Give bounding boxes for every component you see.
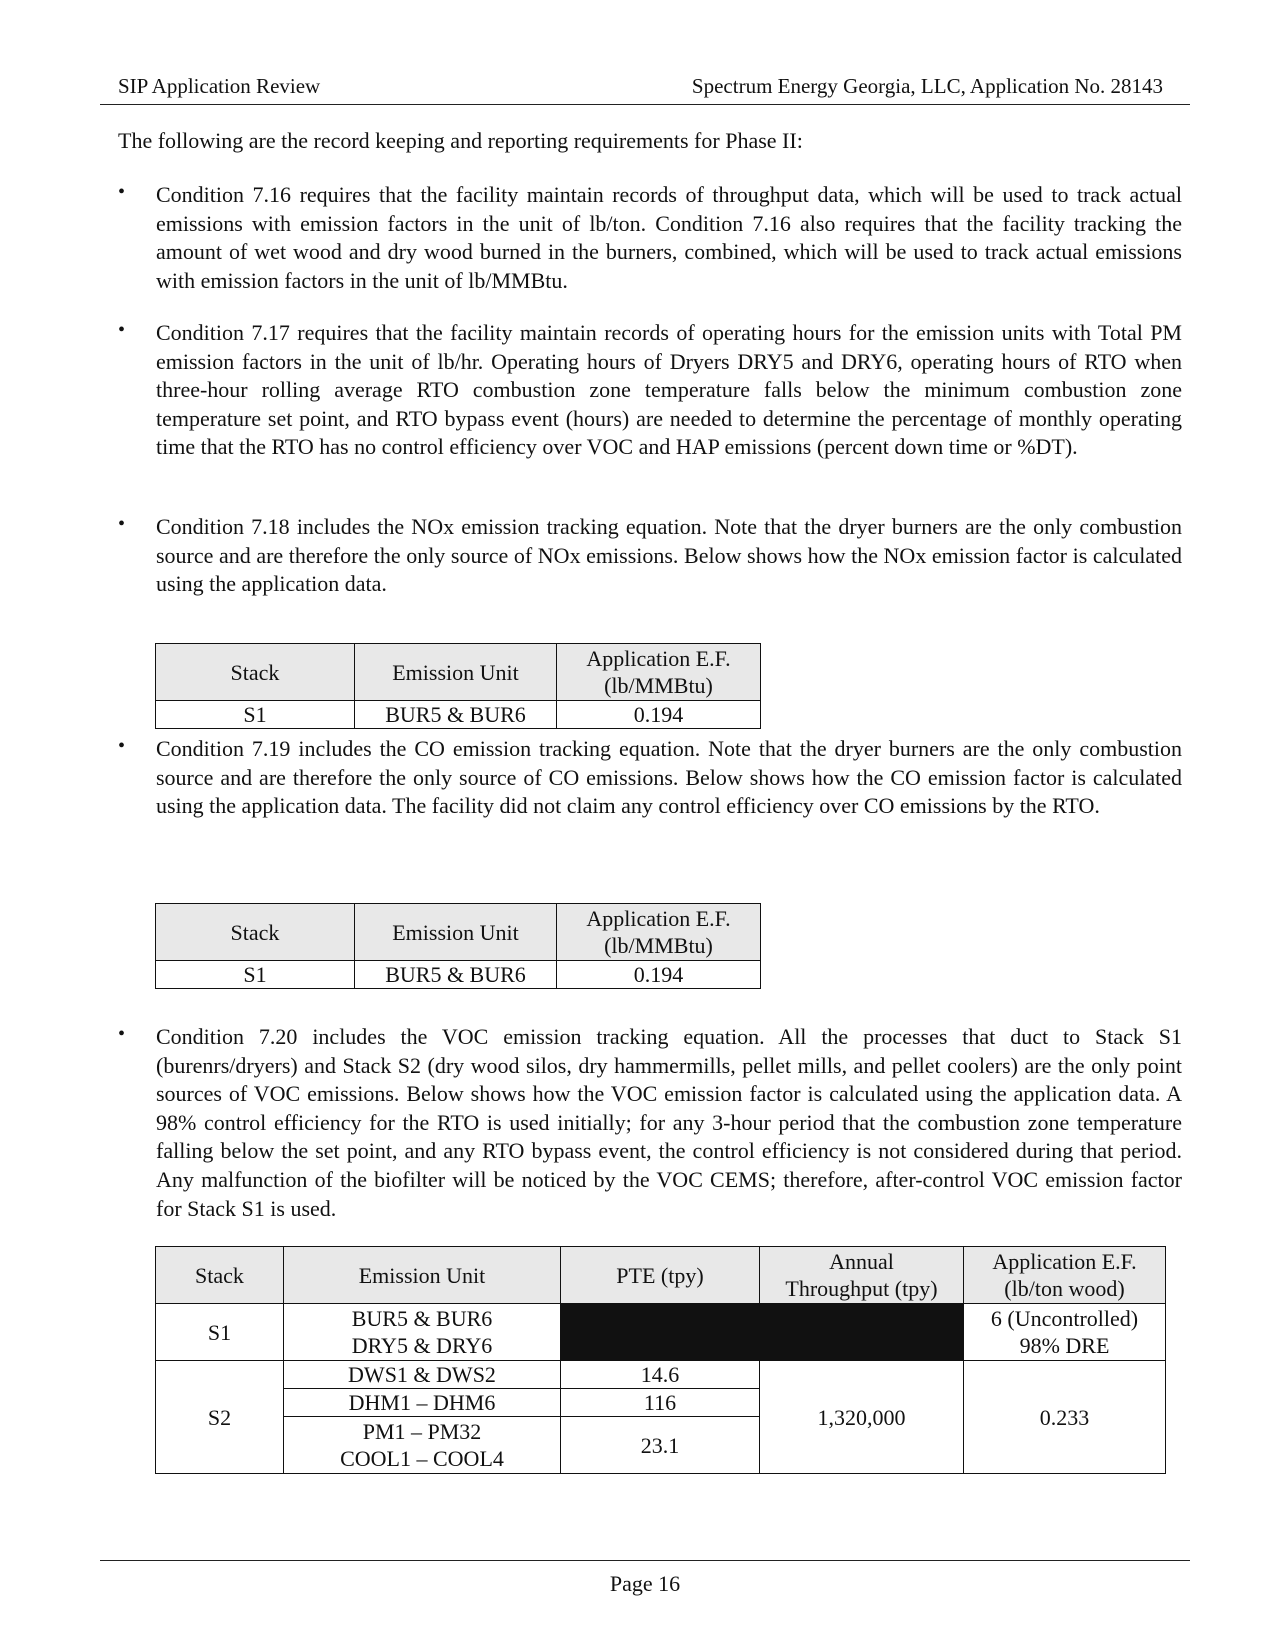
bullet-icon: • [118,319,126,341]
bullet-text: Condition 7.17 requires that the facility maintain records of operating hours for the emission units with Total PM emission factors in the unit of lb/hr. Operating hours of Dryers DRY5 and DRY6, operating hours of RTO when three-hour rolling average RTO combustion zone temperature falls below the minimum combustion zone temperature set point, and RTO bypass event (hours) are needed to determine the percentage of monthly operating time that the RTO has no control efficiency over VOC and HAP emissions (percent down time or %DT). [156,320,1182,460]
header-application-ef-line2: (lb/MMBtu) [604,933,713,958]
cell-annual-throughput: 1,320,000 [760,1361,964,1474]
bullet-condition-7-20 [118,1023,1182,1223]
header-application-ef [964,1247,1166,1304]
bullet-condition-7-17 [118,319,1182,462]
bullet-icon: • [118,513,126,535]
header-annual-throughput-line2: Throughput (tpy) [785,1276,938,1301]
cell-stack: S1 [156,961,355,989]
header-annual-throughput-line1: Annual [829,1249,894,1274]
cell-stack: S1 [156,701,355,729]
bullet-text: Condition 7.18 includes the NOx emission tracking equation. Note that the dryer burners are the only combustion source and are therefore the only source of NOx emissions. Below shows how the NOx emission factor is calculated using the application data. [156,514,1182,597]
co-emission-factor-table [155,903,761,989]
voc-emission-factor-table [155,1246,1166,1474]
redacted-throughput-cell [760,1304,964,1361]
bullet-condition-7-18 [118,513,1182,599]
bullet-icon: • [118,1023,126,1045]
table-row-s1 [156,1304,1166,1361]
cell-pte: 116 [561,1389,760,1417]
header-right-title: Spectrum Energy Georgia, LLC, Application No. 28143 [691,74,1163,98]
header-emission-unit: Emission Unit [284,1247,561,1304]
bullet-text: Condition 7.19 includes the CO emission tracking equation. Note that the dryer burners are the only combustion source and are therefore the only source of CO emissions. Below shows how the CO emission factor is calculated using the application data. The facility did not claim any control efficiency over CO emissions by the RTO. [156,736,1182,819]
cell-emission-unit: DHM1 – DHM6 [284,1389,561,1417]
cell-emission-unit-line2: COOL1 – COOL4 [340,1446,504,1471]
header-emission-unit: Emission Unit [355,904,557,961]
cell-emission-unit [284,1417,561,1474]
header-left-title: SIP Application Review [118,74,321,98]
page-footer [100,1560,1190,1597]
table-row-s2-dws [156,1361,1166,1389]
bullet-text: Condition 7.20 includes the VOC emission tracking equation. All the processes that duct to Stack S1 (burenrs/dryers) and Stack S2 (dry wood silos, dry hammermills, pellet mills, and pellet coolers) are the only point sources of VOC emissions. Below shows how the VOC emission factor is calculated using the application data. A 98% control efficiency for the RTO is used initially; for any 3-hour period that the combustion zone temperature falling below the set point, and any RTO bypass event, the control efficiency is not considered during that period. Any malfunction of the biofilter will be noticed by the VOC CEMS; therefore, after-control VOC emission factor for Stack S1 is used. [156,1024,1182,1221]
cell-emission-unit [284,1304,561,1361]
cell-application-ef: 0.194 [557,961,761,989]
cell-emission-unit: BUR5 & BUR6 [355,961,557,989]
header-stack: Stack [156,644,355,701]
cell-application-ef: 0.233 [964,1361,1166,1474]
bullet-condition-7-19 [118,735,1182,821]
header-annual-throughput [760,1247,964,1304]
cell-stack: S2 [156,1361,284,1474]
cell-application-ef: 0.194 [557,701,761,729]
bullet-text: Condition 7.16 requires that the facility maintain records of throughput data, which will be used to track actual emissions with emission factors in the unit of lb/ton. Condition 7.16 also requires that the facility tracking the amount of wet wood and dry wood burned in the burners, combined, which will be used to track actual emissions with emission factors in the unit of lb/MMBtu. [156,182,1182,293]
bullet-condition-7-16 [118,181,1182,295]
redacted-pte-cell [561,1304,760,1361]
cell-stack: S1 [156,1304,284,1361]
cell-emission-unit-line1: BUR5 & BUR6 [351,1306,493,1331]
cell-emission-unit: DWS1 & DWS2 [284,1361,561,1389]
cell-application-ef [964,1304,1166,1361]
bullet-icon: • [118,181,126,203]
cell-pte: 14.6 [561,1361,760,1389]
table-row [156,961,761,989]
header-application-ef-line1: Application E.F. [992,1249,1137,1274]
header-stack: Stack [156,904,355,961]
cell-emission-unit-line2: DRY5 & DRY6 [351,1333,493,1358]
header-application-ef-line2: (lb/MMBtu) [604,673,713,698]
nox-emission-factor-table [155,643,761,729]
header-stack: Stack [156,1247,284,1304]
cell-emission-unit: BUR5 & BUR6 [355,701,557,729]
header-application-ef-line1: Application E.F. [586,646,731,671]
cell-application-ef-line1: 6 (Uncontrolled) [990,1306,1139,1331]
intro-paragraph: The following are the record keeping and reporting requirements for Phase II: [118,128,803,153]
page-number: Page 16 [609,1571,681,1596]
table-row [156,701,761,729]
header-application-ef-line2: (lb/ton wood) [1004,1276,1125,1301]
cell-pte: 23.1 [561,1417,760,1474]
header-application-ef [557,644,761,701]
bullet-icon: • [118,735,126,757]
cell-application-ef-line2: 98% DRE [1019,1333,1110,1358]
cell-emission-unit-line1: PM1 – PM32 [362,1419,482,1444]
header-application-ef-line1: Application E.F. [586,906,731,931]
header-pte: PTE (tpy) [561,1247,760,1304]
page-header [100,72,1190,105]
header-emission-unit: Emission Unit [355,644,557,701]
header-application-ef [557,904,761,961]
